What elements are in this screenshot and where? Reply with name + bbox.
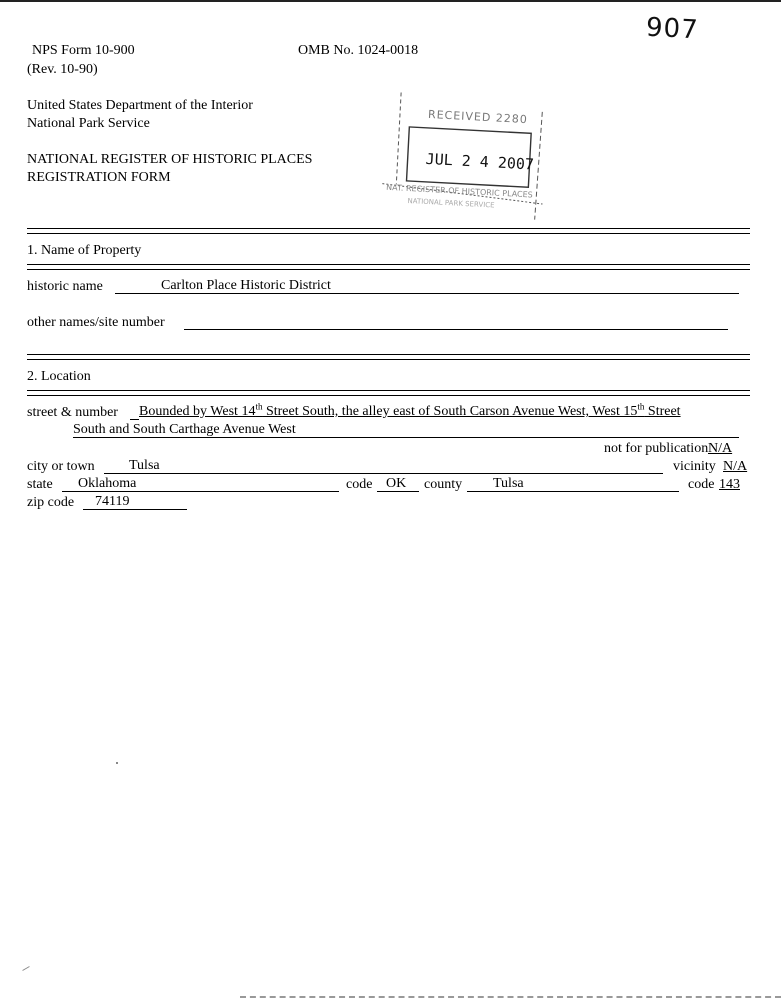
section2-heading: 2. Location [27,369,91,384]
historic-name-label: historic name [27,279,103,294]
state-value[interactable]: Oklahoma [78,476,137,491]
street-value[interactable] [139,401,681,420]
street-label: street & number [27,405,118,420]
state-label: state [27,477,53,492]
form-title-line2: REGISTRATION FORM [27,170,171,185]
department-name: United States Department of the Interior [27,98,253,113]
county-code-value[interactable]: 143 [719,477,740,492]
double-rule [27,390,750,396]
section1-heading: 1. Name of Property [27,243,142,258]
city-label: city or town [27,459,95,474]
stamp-agency-text: NATIONAL PARK SERVICE [407,196,495,210]
stray-mark [22,966,29,971]
street-part-c: Street [644,404,681,419]
street-line-lead [130,419,139,420]
not-for-publication-label: not for publication [604,441,709,456]
omb-number: OMB No. 1024-0018 [298,43,419,58]
historic-name-value[interactable]: Carlton Place Historic District [161,278,331,293]
street-part-a: Bounded by West 14 [139,404,256,419]
form-title-line1: NATIONAL REGISTER OF HISTORIC PLACES [27,152,313,167]
handwritten-page-number: 907 [645,12,700,46]
form-revision: (Rev. 10-90) [27,62,98,77]
state-code-label: code [346,477,373,492]
double-rule [27,354,750,360]
state-code-value[interactable]: OK [386,476,407,491]
vicinity-value[interactable]: N/A [723,459,748,474]
top-edge-line [0,0,781,2]
zip-label: zip code [27,495,75,510]
other-names-line [184,329,728,330]
county-value[interactable]: Tulsa [493,476,524,491]
city-value[interactable]: Tulsa [129,458,160,473]
form-number: NPS Form 10-900 [32,43,135,58]
street-sup-2: th [637,401,645,412]
county-code-label: code [688,477,715,492]
street-value-line2[interactable]: South and South Carthage Avenue West [73,422,296,437]
city-line [104,473,663,474]
county-label: county [424,477,463,492]
double-rule [27,264,750,270]
street-sup-1: th [255,401,263,412]
bottom-edge-dashes [240,996,781,998]
received-stamp [380,88,555,220]
vicinity-label: vicinity [673,459,716,474]
double-rule [27,228,750,234]
agency-name: National Park Service [27,116,150,131]
street-part-b: Street South, the alley east of South Carson Avenue West, West 15 [262,404,638,419]
zip-value[interactable]: 74119 [95,494,130,509]
stamp-date-text: JUL 2 4 2007 [425,149,535,174]
stray-dot [116,762,118,764]
stamp-register-text: NAT. REGISTER OF HISTORIC PLACES [385,182,533,200]
not-for-publication-value[interactable]: N/A [708,441,733,456]
stamp-received-text: RECEIVED 2280 [427,107,529,127]
other-names-label: other names/site number [27,315,165,330]
